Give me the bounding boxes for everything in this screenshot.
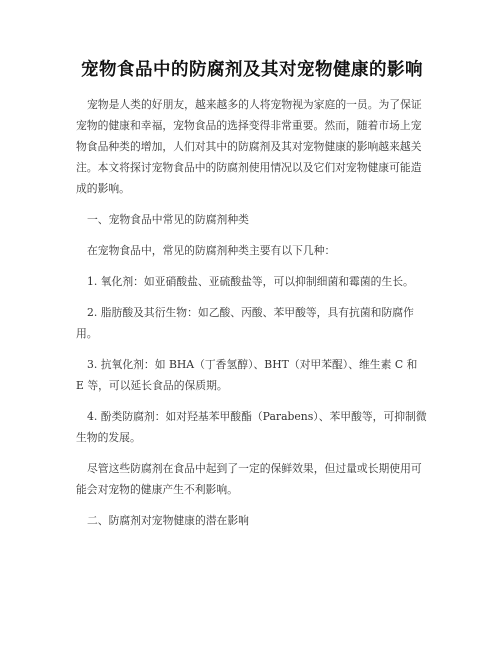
intro-paragraph: 宠物是人类的好朋友，越来越多的人将宠物视为家庭的一员。为了保证宠物的健康和幸福，宠物食品的选择变得非常重要。然而，随着市场上宠物食品种类的增加，人们对其中的防腐剂及其对宠物健康的影响越来越关注。本文将探讨宠物食品中的防腐剂使用情况以及它们对宠物健康可能造成的影响。 xyxy=(76,98,422,195)
paragraph: 尽管这些防腐剂在食品中起到了一定的保鲜效果，但过量或长期使用可能会对宠物的健康产生不利影响。 xyxy=(76,462,422,496)
paragraph: 在宠物食品中，常见的防腐剂种类主要有以下几种： xyxy=(87,244,336,257)
list-item-1: 1. 氧化剂：如亚硝酸盐、亚硫酸盐等，可以抑制细菌和霉菌的生长。 xyxy=(87,275,414,288)
document-title: 宠物食品中的防腐剂及其对宠物健康的影响 xyxy=(81,60,423,80)
list-item-4: 4. 酚类防腐剂：如对羟基苯甲酸酯（Parabens）、苯甲酸等，可抑制微生物的发展。 xyxy=(76,410,427,444)
section-heading-2: 二、防腐剂对宠物健康的潜在影响 xyxy=(87,514,249,527)
section-heading-1: 一、宠物食品中常见的防腐剂种类 xyxy=(87,213,249,226)
list-item-2: 2. 脂肪酸及其衍生物：如乙酸、丙酸、苯甲酸等，具有抗菌和防腐作用。 xyxy=(76,306,414,340)
list-item-3: 3. 抗氧化剂：如 BHA（丁香氢醇）、BHT（对甲苯醌）、维生素 C 和 E 等，可以延长食品的保质期。 xyxy=(76,358,418,392)
